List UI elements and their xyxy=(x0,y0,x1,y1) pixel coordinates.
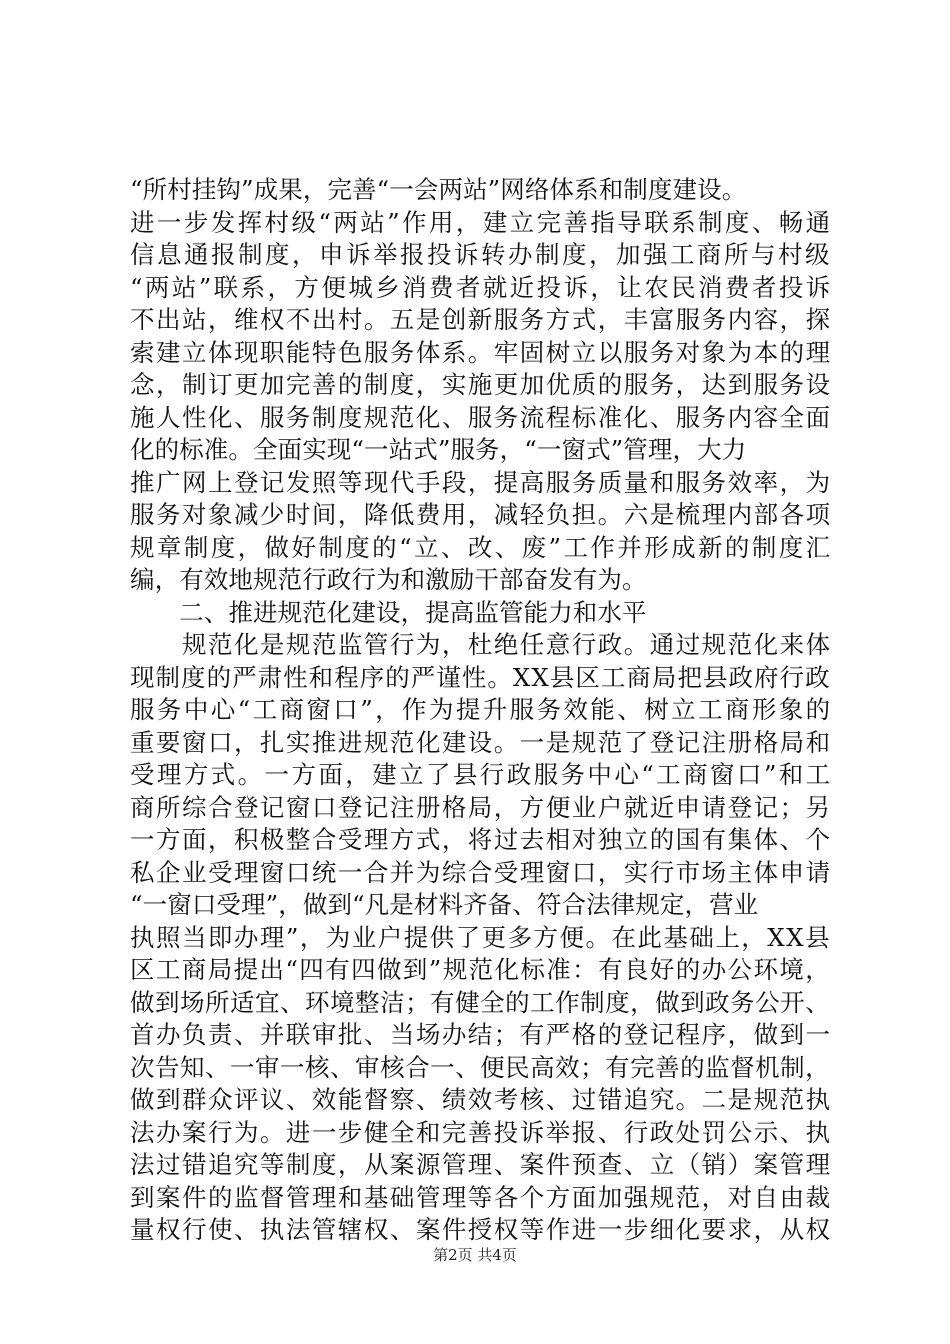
text-line: 编，有效地规范行政行为和激励干部奋发有为。 xyxy=(130,565,647,594)
text-line: 不出站，维权不出村。五是创新服务方式，丰富服务内容，探 xyxy=(130,305,832,334)
text-line: “两站”联系，方便城乡消费者就近投诉，让农民消费者投诉 xyxy=(130,272,833,302)
text-line: 受理方式。一方面，建立了县行政服务中心“工商窗口”和工 xyxy=(130,760,833,789)
text-line: 私企业受理窗口统一合并为综合受理窗口，实行市场主体申请 xyxy=(130,857,832,887)
text-line: 一方面，积极整合受理方式，将过去相对独立的国有集体、个 xyxy=(130,825,832,854)
text-line: 商所综合登记窗口登记注册格局，方便业户就近申请登记；另 xyxy=(130,792,832,822)
text-line: 做到场所适宜、环境整洁；有健全的工作制度，做到政务公开、 xyxy=(130,987,831,1017)
text-line: 服务中心“工商窗口”，作为提升服务效能、树立工商形象的 xyxy=(130,695,833,724)
text-line: 服务对象减少时间，降低费用，减轻负担。六是梳理内部各项 xyxy=(130,500,832,529)
text-line: 规范化是规范监管行为，杜绝任意行政。通过规范化来体 xyxy=(130,630,832,659)
text-line: 做到群众评议、效能督察、绩效考核、过错追究。二是规范执 xyxy=(130,1085,832,1114)
text-line: 执照当即办理”，为业户提供了更多方便。在此基础上，XX县 xyxy=(130,922,832,952)
text-line: 信息通报制度，申诉举报投诉转办制度，加强工商所与村级 xyxy=(130,240,832,269)
text-line: 现制度的严肃性和程序的严谨性。XX县区工商局把县政府行政 xyxy=(130,662,831,692)
text-line: 区工商局提出“四有四做到”规范化标准：有良好的办公环境， xyxy=(130,955,832,984)
text-line: 重要窗口，扎实推进规范化建设。一是规范了登记注册格局和 xyxy=(130,727,832,757)
page-footer: 第2页 共4页 xyxy=(433,1246,517,1264)
text-line: 念，制订更加完善的制度，实施更加优质的服务，达到服务设 xyxy=(130,370,832,399)
text-line: 进一步发挥村级“两站”作用，建立完善指导联系制度、畅通 xyxy=(130,207,833,237)
text-line: “所村挂钩”成果，完善“一会两站”网络体系和制度建设。 xyxy=(130,175,747,204)
document-body xyxy=(130,174,833,1247)
text-line: 化的标准。全面实现“一站式”服务，“一窗式”管理，大力 xyxy=(130,435,747,464)
text-line: 施人性化、服务制度规范化、服务流程标准化、服务内容全面 xyxy=(130,402,832,432)
text-line: 索建立体现职能特色服务体系。牢固树立以服务对象为本的理 xyxy=(130,337,832,367)
text-line: 到案件的监督管理和基础管理等各个方面加强规范，对自由裁 xyxy=(130,1182,832,1212)
text-line: 量权行使、执法管辖权、案件授权等作进一步细化要求，从权 xyxy=(130,1215,832,1244)
text-line: “一窗口受理”，做到“凡是材料齐备、符合法律规定，营业 xyxy=(130,890,759,919)
text-line: 二、推进规范化建设，提高监管能力和水平 xyxy=(130,597,647,627)
text-line: 规章制度，做好制度的“立、改、废”工作并形成新的制度汇 xyxy=(130,532,833,562)
text-line: 法过错追究等制度，从案源管理、案件预查、立（销）案管理 xyxy=(130,1150,832,1179)
text-line: 首办负责、并联审批、当场办结；有严格的登记程序，做到一 xyxy=(130,1020,832,1049)
text-line: 法办案行为。进一步健全和完善投诉举报、行政处罚公示、执 xyxy=(130,1117,832,1147)
text-line: 次告知、一审一核、审核合一、便民高效；有完善的监督机制， xyxy=(130,1052,831,1082)
text-line: 推广网上登记发照等现代手段，提高服务质量和服务效率，为 xyxy=(130,467,832,497)
